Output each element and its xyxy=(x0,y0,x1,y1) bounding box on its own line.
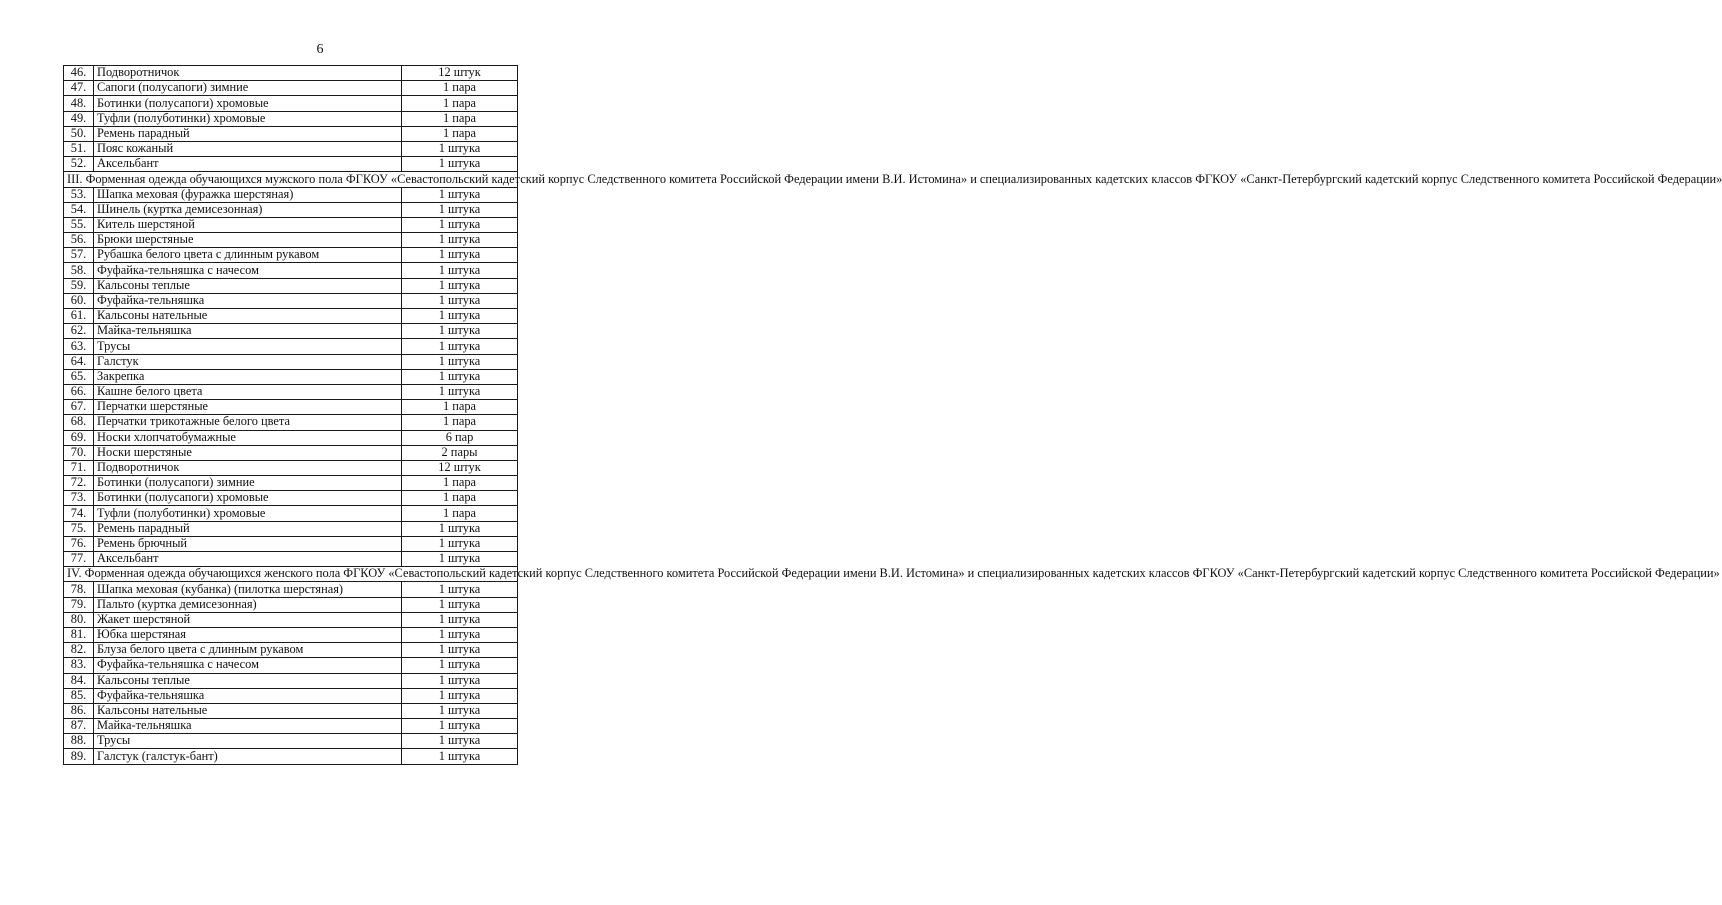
table-row xyxy=(64,658,518,673)
item-name: Трусы xyxy=(94,734,402,749)
item-name: Галстук (галстук-бант) xyxy=(94,749,402,764)
item-quantity: 1 штука xyxy=(402,248,518,263)
item-quantity: 1 пара xyxy=(402,81,518,96)
item-quantity: 1 штука xyxy=(402,627,518,642)
item-number: 54. xyxy=(64,202,94,217)
item-quantity: 1 пара xyxy=(402,96,518,111)
item-number: 79. xyxy=(64,597,94,612)
item-number: 72. xyxy=(64,476,94,491)
table-row xyxy=(64,400,518,415)
item-name: Ремень парадный xyxy=(94,126,402,141)
item-number: 61. xyxy=(64,309,94,324)
item-quantity: 12 штук xyxy=(402,460,518,475)
item-name: Блуза белого цвета с длинным рукавом xyxy=(94,643,402,658)
table-row xyxy=(64,491,518,506)
item-name: Подворотничок xyxy=(94,66,402,81)
table-row xyxy=(64,278,518,293)
table-row xyxy=(64,369,518,384)
table-row xyxy=(64,612,518,627)
item-quantity: 1 штука xyxy=(402,673,518,688)
item-number: 65. xyxy=(64,369,94,384)
item-number: 68. xyxy=(64,415,94,430)
item-name: Галстук xyxy=(94,354,402,369)
table-row xyxy=(64,582,518,597)
item-number: 69. xyxy=(64,430,94,445)
item-quantity: 1 штука xyxy=(402,354,518,369)
item-quantity: 1 штука xyxy=(402,703,518,718)
table-row xyxy=(64,384,518,399)
item-name: Кальсоны нательные xyxy=(94,703,402,718)
item-name: Кальсоны теплые xyxy=(94,278,402,293)
item-quantity: 1 штука xyxy=(402,749,518,764)
item-quantity: 1 штука xyxy=(402,141,518,156)
item-number: 58. xyxy=(64,263,94,278)
table-row xyxy=(64,354,518,369)
item-name: Брюки шерстяные xyxy=(94,233,402,248)
item-number: 85. xyxy=(64,688,94,703)
item-name: Пальто (куртка демисезонная) xyxy=(94,597,402,612)
item-number: 86. xyxy=(64,703,94,718)
item-number: 75. xyxy=(64,521,94,536)
item-quantity: 1 штука xyxy=(402,278,518,293)
table-row xyxy=(64,415,518,430)
item-name: Рубашка белого цвета с длинным рукавом xyxy=(94,248,402,263)
item-name: Шапка меховая (фуражка шерстяная) xyxy=(94,187,402,202)
item-number: 77. xyxy=(64,552,94,567)
table-row xyxy=(64,126,518,141)
table-row xyxy=(64,673,518,688)
table-row xyxy=(64,111,518,126)
item-quantity: 1 штука xyxy=(402,643,518,658)
item-number: 55. xyxy=(64,217,94,232)
item-name: Юбка шерстяная xyxy=(94,627,402,642)
item-name: Жакет шерстяной xyxy=(94,612,402,627)
item-quantity: 1 штука xyxy=(402,552,518,567)
item-name: Майка-тельняшка xyxy=(94,324,402,339)
section-heading-row xyxy=(64,172,518,187)
table-row xyxy=(64,734,518,749)
item-quantity: 2 пары xyxy=(402,445,518,460)
table-row xyxy=(64,309,518,324)
item-quantity: 1 штука xyxy=(402,293,518,308)
section-heading: III. Форменная одежда обучающихся мужского пола ФГКОУ «Севастопольский кадетский корпус Следственного комитета Российской Федерации имени В.И. Истомина» и специализированных кадетских классов ФГКОУ «Санкт-Петербургский кадетский корпус Следственного комитета Российской Федерации» xyxy=(64,172,518,187)
table-row xyxy=(64,217,518,232)
item-name: Китель шерстяной xyxy=(94,217,402,232)
item-name: Фуфайка-тельняшка с начесом xyxy=(94,263,402,278)
item-quantity: 1 штука xyxy=(402,157,518,172)
item-quantity: 1 штука xyxy=(402,202,518,217)
item-name: Перчатки шерстяные xyxy=(94,400,402,415)
item-name: Шинель (куртка демисезонная) xyxy=(94,202,402,217)
item-quantity: 1 штука xyxy=(402,719,518,734)
item-name: Носки хлопчатобумажные xyxy=(94,430,402,445)
item-name: Носки шерстяные xyxy=(94,445,402,460)
item-number: 80. xyxy=(64,612,94,627)
table-row xyxy=(64,749,518,764)
item-name: Фуфайка-тельняшка xyxy=(94,293,402,308)
item-quantity: 1 пара xyxy=(402,111,518,126)
table-row xyxy=(64,460,518,475)
item-number: 63. xyxy=(64,339,94,354)
item-name: Сапоги (полусапоги) зимние xyxy=(94,81,402,96)
item-number: 51. xyxy=(64,141,94,156)
table-row xyxy=(64,96,518,111)
table-row xyxy=(64,324,518,339)
item-quantity: 1 пара xyxy=(402,126,518,141)
item-name: Кальсоны нательные xyxy=(94,309,402,324)
table-row xyxy=(64,719,518,734)
item-number: 48. xyxy=(64,96,94,111)
item-number: 62. xyxy=(64,324,94,339)
item-name: Подворотничок xyxy=(94,460,402,475)
item-name: Ботинки (полусапоги) хромовые xyxy=(94,96,402,111)
item-name: Пояс кожаный xyxy=(94,141,402,156)
table-row xyxy=(64,476,518,491)
table-row xyxy=(64,430,518,445)
table-row xyxy=(64,339,518,354)
item-quantity: 1 штука xyxy=(402,384,518,399)
item-quantity: 1 пара xyxy=(402,476,518,491)
item-number: 76. xyxy=(64,536,94,551)
table-row xyxy=(64,536,518,551)
section-heading: IV. Форменная одежда обучающихся женского пола ФГКОУ «Севастопольский кадетский корпус Следственного комитета Российской Федерации имени В.И. Истомина» и специализированных кадетских классов ФГКОУ «Санкт-Петербургский кадетский корпус Следственного комитета Российской Федерации» xyxy=(64,567,518,582)
item-quantity: 1 штука xyxy=(402,521,518,536)
item-quantity: 1 штука xyxy=(402,612,518,627)
item-quantity: 12 штук xyxy=(402,66,518,81)
item-quantity: 1 штука xyxy=(402,263,518,278)
item-number: 57. xyxy=(64,248,94,263)
item-quantity: 1 штука xyxy=(402,187,518,202)
item-name: Туфли (полуботинки) хромовые xyxy=(94,506,402,521)
item-number: 81. xyxy=(64,627,94,642)
table-row xyxy=(64,643,518,658)
table-row xyxy=(64,521,518,536)
item-number: 50. xyxy=(64,126,94,141)
item-quantity: 1 штука xyxy=(402,309,518,324)
table-row xyxy=(64,627,518,642)
item-number: 88. xyxy=(64,734,94,749)
item-number: 56. xyxy=(64,233,94,248)
item-number: 83. xyxy=(64,658,94,673)
table-row xyxy=(64,202,518,217)
item-quantity: 1 штука xyxy=(402,734,518,749)
item-name: Фуфайка-тельняшка с начесом xyxy=(94,658,402,673)
item-name: Трусы xyxy=(94,339,402,354)
item-quantity: 1 штука xyxy=(402,582,518,597)
item-number: 73. xyxy=(64,491,94,506)
table-row xyxy=(64,233,518,248)
item-name: Шапка меховая (кубанка) (пилотка шерстяная) xyxy=(94,582,402,597)
item-number: 53. xyxy=(64,187,94,202)
item-name: Кальсоны теплые xyxy=(94,673,402,688)
item-quantity: 1 пара xyxy=(402,400,518,415)
item-number: 59. xyxy=(64,278,94,293)
table-row xyxy=(64,81,518,96)
item-quantity: 1 штука xyxy=(402,324,518,339)
table-row xyxy=(64,703,518,718)
item-quantity: 1 пара xyxy=(402,415,518,430)
item-number: 89. xyxy=(64,749,94,764)
item-quantity: 1 штука xyxy=(402,217,518,232)
table-row xyxy=(64,552,518,567)
item-number: 70. xyxy=(64,445,94,460)
item-number: 46. xyxy=(64,66,94,81)
section-heading-row xyxy=(64,567,518,582)
table-row xyxy=(64,141,518,156)
uniform-items-table xyxy=(63,65,1722,765)
table-row xyxy=(64,66,518,81)
table-row xyxy=(64,187,518,202)
item-name: Закрепка xyxy=(94,369,402,384)
item-number: 74. xyxy=(64,506,94,521)
item-name: Кашне белого цвета xyxy=(94,384,402,399)
item-quantity: 1 штука xyxy=(402,597,518,612)
item-name: Ремень парадный xyxy=(94,521,402,536)
item-quantity: 1 штука xyxy=(402,658,518,673)
item-name: Туфли (полуботинки) хромовые xyxy=(94,111,402,126)
item-name: Аксельбант xyxy=(94,157,402,172)
table-row xyxy=(64,293,518,308)
item-name: Ботинки (полусапоги) зимние xyxy=(94,476,402,491)
item-quantity: 1 штука xyxy=(402,688,518,703)
item-name: Аксельбант xyxy=(94,552,402,567)
table-row xyxy=(64,263,518,278)
item-name: Ремень брючный xyxy=(94,536,402,551)
item-number: 66. xyxy=(64,384,94,399)
item-name: Перчатки трикотажные белого цвета xyxy=(94,415,402,430)
item-number: 71. xyxy=(64,460,94,475)
table-row xyxy=(64,506,518,521)
item-quantity: 6 пар xyxy=(402,430,518,445)
table-row xyxy=(64,445,518,460)
item-quantity: 1 пара xyxy=(402,506,518,521)
item-number: 67. xyxy=(64,400,94,415)
item-quantity: 1 штука xyxy=(402,233,518,248)
item-quantity: 1 штука xyxy=(402,339,518,354)
item-number: 47. xyxy=(64,81,94,96)
page-number: 6 xyxy=(316,42,324,57)
item-number: 84. xyxy=(64,673,94,688)
table-row xyxy=(64,597,518,612)
table-row xyxy=(64,688,518,703)
item-number: 87. xyxy=(64,719,94,734)
table-body xyxy=(64,65,1722,765)
item-number: 78. xyxy=(64,582,94,597)
item-number: 60. xyxy=(64,293,94,308)
item-number: 49. xyxy=(64,111,94,126)
item-number: 52. xyxy=(64,157,94,172)
item-number: 82. xyxy=(64,643,94,658)
item-name: Фуфайка-тельняшка xyxy=(94,688,402,703)
table-row xyxy=(64,157,518,172)
item-name: Ботинки (полусапоги) хромовые xyxy=(94,491,402,506)
item-quantity: 1 штука xyxy=(402,536,518,551)
item-quantity: 1 пара xyxy=(402,491,518,506)
item-name: Майка-тельняшка xyxy=(94,719,402,734)
table-row xyxy=(64,248,518,263)
item-number: 64. xyxy=(64,354,94,369)
item-quantity: 1 штука xyxy=(402,369,518,384)
